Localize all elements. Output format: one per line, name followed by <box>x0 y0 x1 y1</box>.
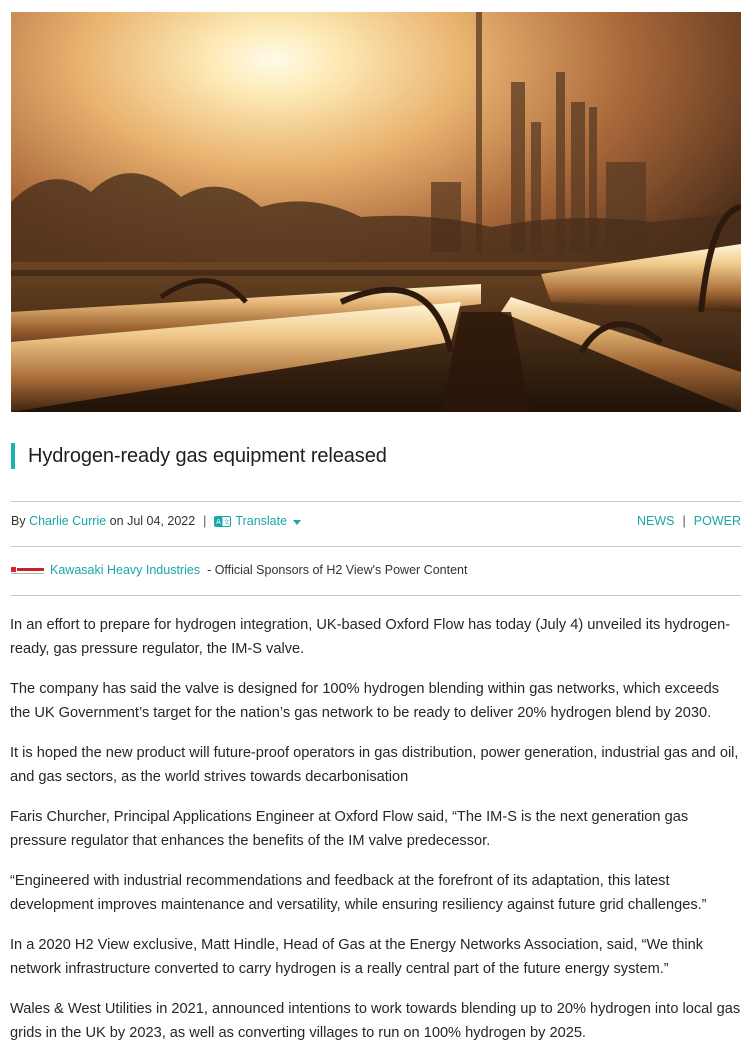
article-title: Hydrogen-ready gas equipment released <box>28 444 387 467</box>
paragraph: In a 2020 H2 View exclusive, Matt Hindle, Head of Gas at the Energy Networks Association, said, “We think network infrastructure converted to carry hydrogen is a really central part of the future energy system.” <box>10 937 704 977</box>
by-label: By <box>11 514 26 528</box>
category-separator: | <box>682 514 686 528</box>
paragraph: In an effort to prepare for hydrogen integration, UK-based Oxford Flow has today (July 4) unveiled its hydrogen-ready, gas pressure regulator, the IM-S valve. <box>10 617 731 657</box>
article-body <box>10 613 741 1061</box>
translate-icon <box>214 516 231 527</box>
divider <box>11 595 741 596</box>
publish-date: Jul 04, 2022 <box>127 514 196 528</box>
article-meta <box>11 512 741 530</box>
kawasaki-logo-icon[interactable] <box>11 566 44 575</box>
divider <box>11 546 741 547</box>
paragraph: Wales & West Utilities in 2021, announced intentions to work towards blending up to 20% hydrogen into local gas grids in the UK by 2023, as well as converting villages to run on 100% hydrogen by 2025. <box>10 1001 741 1041</box>
paragraph: Faris Churcher, Principal Applications Engineer at Oxford Flow said, “The IM-S is the next generation gas pressure regulator that enhances the benefits of the IM valve predecessor. <box>10 809 689 849</box>
category-links <box>637 514 741 528</box>
author-link[interactable]: Charlie Currie <box>29 514 107 528</box>
svg-text:文: 文 <box>223 517 231 526</box>
paragraph: “Engineered with industrial recommendations and feedback at the forefront of its adaptation, this latest development improves maintenance and versatility, while ensuring resiliency against future grid challenges.” <box>10 873 707 913</box>
paragraph: It is hoped the new product will future-proof operators in gas distribution, power generation, industrial gas and oil, and gas sectors, as the world strives towards decarbonisation <box>10 745 739 785</box>
on-label: on <box>109 514 124 528</box>
article-title-block <box>11 443 387 469</box>
paragraph: The company has said the valve is designed for 100% hydrogen blending within gas networks, which exceeds the UK Government’s target for the nation’s gas network to be ready to deliver 20% hydrogen blend by 2030. <box>10 681 720 721</box>
translate-dropdown[interactable] <box>214 514 301 528</box>
divider <box>11 501 741 502</box>
refinery-pipeline-sunset-image <box>11 12 741 412</box>
sponsor-text: - Official Sponsors of H2 View's Power Content <box>207 563 468 577</box>
svg-text:A: A <box>216 517 222 526</box>
sponsor-line <box>11 561 467 579</box>
chevron-down-icon <box>293 520 301 525</box>
meta-separator: | <box>203 514 207 528</box>
hero-image <box>11 12 741 412</box>
category-power-link[interactable]: POWER <box>693 514 741 528</box>
category-news-link[interactable]: NEWS <box>637 514 675 528</box>
translate-label: Translate <box>235 514 288 528</box>
sponsor-link[interactable]: Kawasaki Heavy Industries <box>50 563 201 577</box>
